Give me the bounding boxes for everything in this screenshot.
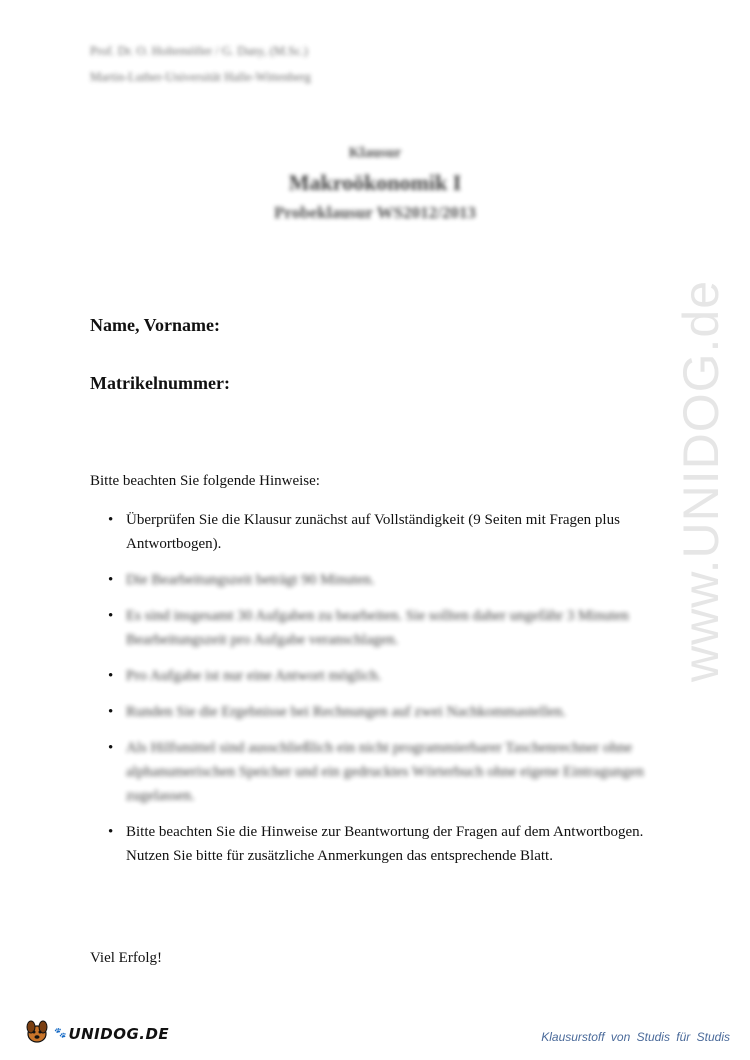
- dog-icon: [22, 1016, 52, 1051]
- bullet-icon: •: [108, 512, 114, 528]
- bullet-icon: •: [108, 608, 114, 624]
- bullet-icon: •: [108, 740, 114, 756]
- bullet-icon: •: [108, 572, 114, 588]
- list-item: • Die Bearbeitungszeit beträgt 90 Minuten.: [104, 568, 664, 592]
- bullet-icon: •: [108, 668, 114, 684]
- bullet-icon: •: [108, 824, 114, 840]
- list-item: • Es sind insgesamt 30 Aufgaben zu bearbeiten. Sie sollten daher ungefähr 3 Minuten Bearbeitungszeit pro Aufgabe veranschlagen.: [104, 604, 664, 652]
- exam-type-label: Klausur: [348, 145, 402, 161]
- list-item: • Überprüfen Sie die Klausur zunächst auf Vollständigkeit (9 Seiten mit Fragen plus Antwortbogen).: [104, 508, 664, 556]
- footer-tagline: Klausurstoff von Studis für Studis: [541, 1030, 730, 1044]
- list-item: • Bitte beachten Sie die Hinweise zur Beantwortung der Fragen auf dem Antwortbogen. Nutzen Sie bitte für zusätzliche Anmerkungen das entsprechende Blatt.: [104, 820, 664, 868]
- header-university: Martin-Luther-Universität Halle-Wittenberg: [90, 70, 311, 84]
- list-item: • Pro Aufgabe ist nur eine Antwort möglich.: [104, 664, 664, 688]
- header-authors: Prof. Dr. O. Holtemöller / G. Dany, (M.Sc.): [90, 44, 308, 58]
- hints-list: [104, 508, 664, 880]
- list-item: • Als Hilfsmittel sind ausschließlich ein nicht programmierbarer Taschenrechner ohne alphanumerischen Speicher und ein gedrucktes Wörterbuch ohne eigene Eintragungen zugelassen.: [104, 736, 664, 808]
- bullet-icon: •: [108, 704, 114, 720]
- list-item: • Runden Sie die Ergebnisse bei Rechnungen auf zwei Nachkommastellen.: [104, 700, 664, 724]
- watermark: www.UNIDOG.de: [673, 280, 729, 682]
- exam-title: Makroökonomik I: [288, 170, 462, 195]
- matrikel-field-label: Matrikelnummer:: [90, 373, 230, 393]
- name-field-label: Name, Vorname:: [90, 315, 220, 335]
- paw-icon: 🐾: [54, 1028, 67, 1039]
- hints-intro: Bitte beachten Sie folgende Hinweise:: [90, 473, 320, 489]
- closing-text: Viel Erfolg!: [90, 950, 162, 966]
- exam-subtitle: Probeklausur WS2012/2013: [274, 203, 476, 222]
- footer-logo[interactable]: [22, 1016, 169, 1051]
- logo-text: UNIDOG.DE: [68, 1024, 170, 1043]
